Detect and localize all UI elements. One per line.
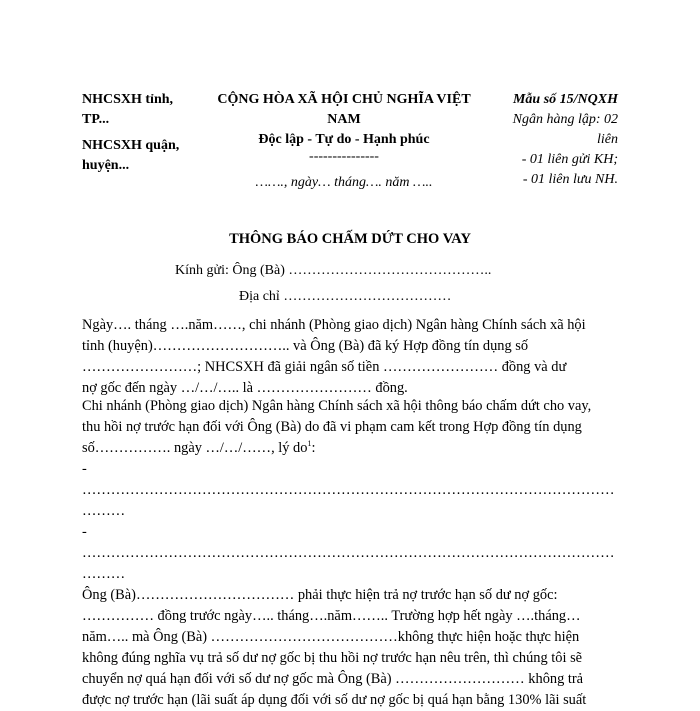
reason-dots-end: ……… <box>82 503 126 519</box>
issuer-district-cont: huyện... <box>82 158 130 173</box>
form-info <box>490 90 618 190</box>
termination-paragraph <box>82 396 618 459</box>
issuer-block <box>82 90 192 176</box>
repayment-line-5: chuyển nợ quá hạn đối với số dư nợ gốc mà Ông (Bà) ……………………… không trả <box>82 671 584 687</box>
reason-item <box>82 522 618 585</box>
termination-line-1: Chi nhánh (Phòng giao dịch) Ngân hàng Chính sách xã hội thông báo chấm dứt cho vay, <box>82 398 592 414</box>
loan-line-3: ……………………; NHCSXH đã giải ngân số tiền …………………… đồng và dư <box>82 359 567 375</box>
national-header <box>198 90 490 193</box>
issuer-province: NHCSXH tỉnh, <box>82 92 174 107</box>
loan-line-1: Ngày…. tháng ….năm……, chi nhánh (Phòng giao dịch) Ngân hàng Chính sách xã hội <box>82 317 586 333</box>
form-number: Mẫu số 15/NQXH <box>512 92 618 107</box>
repayment-line-2: …………… đồng trước ngày….. tháng….năm…….. Trường hợp hết ngày ….tháng… <box>82 608 581 624</box>
document-title: THÔNG BÁO CHẤM DỨT CHO VAY <box>229 231 471 247</box>
loan-line-4: nợ gốc đến ngày …/…/….. là …………………… đồng. <box>82 380 408 396</box>
issuer-district: NHCSXH quận, <box>82 138 180 153</box>
termination-line-3 <box>82 438 618 459</box>
reason-item <box>82 459 618 522</box>
copy-bank: - 01 liên lưu NH. <box>522 172 618 187</box>
copy-customer: - 01 liên gửi KH; <box>521 152 618 167</box>
country-name: CỘNG HÒA XÃ HỘI CHỦ NGHĨA VIỆT <box>217 92 471 107</box>
reason-dots: ………………………………………………………………………………………………… <box>82 482 615 498</box>
loan-paragraph <box>82 315 618 399</box>
repayment-line-1: Ông (Bà)…………………………… phải thực hiện trả nợ trước hạn số dư nợ gốc: <box>82 587 558 603</box>
termination-line-3-text: số……………. ngày …/…/……, lý do <box>82 440 308 456</box>
reason-dash: - <box>82 461 87 477</box>
loan-line-2: tỉnh (huyện)……………………….. và Ông (Bà) đã ký Hợp đồng tín dụng số <box>82 338 529 354</box>
repayment-line-3: năm….. mà Ông (Bà) …………………………………không thực hiện hoặc thực hiện <box>82 629 580 645</box>
motto: Độc lập - Tự do - Hạnh phúc <box>258 132 430 147</box>
address-line: Địa chỉ ……………………………… <box>239 289 452 304</box>
repayment-line-4: không đúng nghĩa vụ trả số dư nợ gốc bị thu hồi nợ trước hạn nêu trên, thì chúng tôi sẽ <box>82 650 583 666</box>
repayment-line-6: được nợ trước hạn (lãi suất áp dụng đối với số dư nợ gốc bị quá hạn bằng 130% lãi suất <box>82 692 587 708</box>
footnote-marker: 1 <box>307 439 312 449</box>
reason-dots-end: ……… <box>82 566 126 582</box>
termination-line-3-end: : <box>311 440 316 456</box>
reason-dots: ………………………………………………………………………………………………… <box>82 545 615 561</box>
copies-info: Ngân hàng lập: 02 <box>512 112 618 127</box>
issuer-province-cont: TP... <box>82 112 110 127</box>
date-line: ……., ngày… tháng…. năm ….. <box>255 175 433 190</box>
reason-dash: - <box>82 524 87 540</box>
recipient-line: Kính gửi: Ông (Bà) …………………………………….. <box>175 263 492 278</box>
country-name-cont: NAM <box>327 112 361 127</box>
termination-line-2: thu hồi nợ trước hạn đối với Ông (Bà) do đã vi phạm cam kết trong Hợp đồng tín dụng <box>82 419 582 435</box>
motto-underline: --------------- <box>309 149 379 164</box>
repayment-paragraph <box>82 585 618 711</box>
copies-info-cont: liên <box>597 132 618 147</box>
